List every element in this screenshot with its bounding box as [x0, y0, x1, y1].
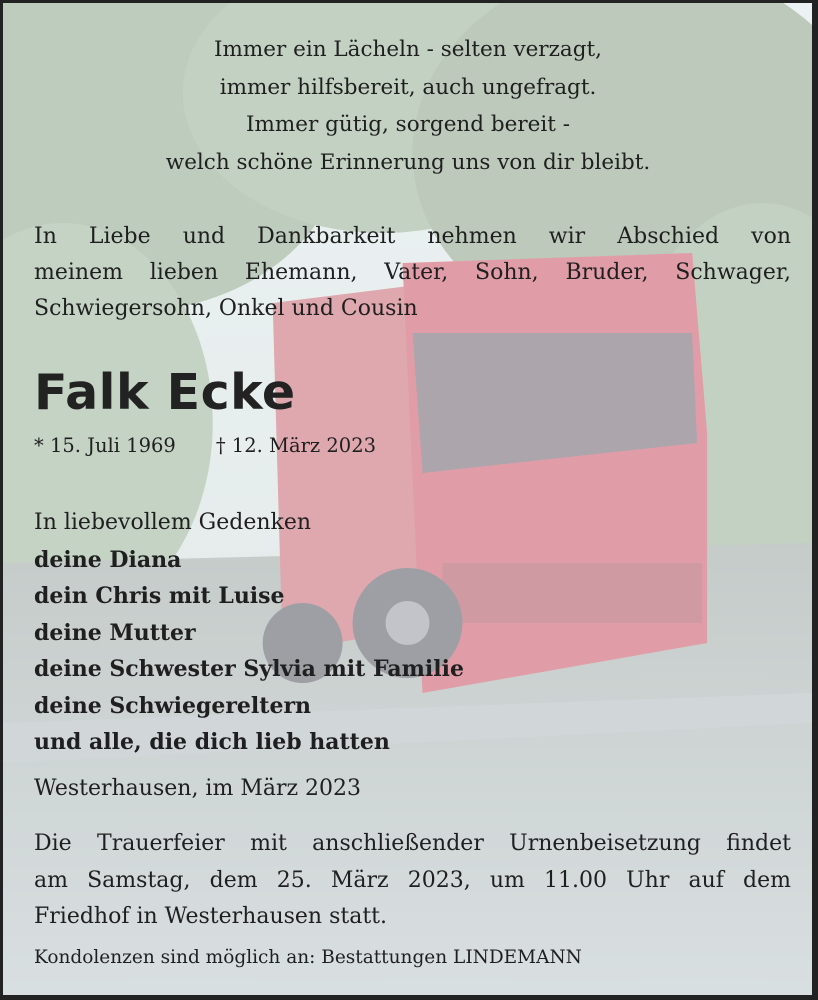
- intro-line: In Liebe und Dankbarkeit nehmen wir Abschied von: [34, 224, 791, 249]
- birth-date: * 15. Juli 1969: [34, 434, 176, 457]
- mourner-name: dein Chris mit Luise: [34, 583, 285, 609]
- funeral-line: Die Trauerfeier mit anschließender Urnenbeisetzung findet: [34, 831, 791, 856]
- life-dates: [34, 431, 376, 461]
- place-date: Westerhausen, im März 2023: [34, 776, 362, 801]
- notice-content: [3, 3, 812, 995]
- poem-line: immer hilfsbereit, auch ungefragt.: [219, 74, 597, 100]
- poem-line: welch schöne Erinnerung uns von dir bleibt.: [165, 149, 651, 175]
- intro-line: meinem lieben Ehemann, Vater, Sohn, Bruder, Schwager,: [34, 260, 791, 285]
- deceased-name: Falk Ecke: [34, 364, 296, 421]
- intro-line: Schwiegersohn, Onkel und Cousin: [34, 296, 418, 321]
- death-date: † 12. März 2023: [215, 434, 377, 457]
- intro-text: [34, 219, 791, 327]
- mourners-list: [34, 505, 464, 761]
- poem: [3, 31, 813, 181]
- mourner-name: deine Schwester Sylvia mit Familie: [34, 656, 464, 682]
- mourner-name: deine Diana: [34, 546, 182, 573]
- mourner-name: deine Mutter: [34, 619, 196, 646]
- condolence-note: Kondolenzen sind möglich an: Bestattungen LINDEMANN: [34, 947, 582, 968]
- funeral-info: [34, 826, 791, 936]
- poem-line: Immer ein Lächeln - selten verzagt,: [214, 37, 602, 62]
- mourners-lead: In liebevollem Gedenken: [34, 510, 312, 535]
- funeral-line: am Samstag, dem 25. März 2023, um 11.00 Uhr auf dem: [34, 867, 791, 893]
- funeral-line: Friedhof in Westerhausen statt.: [34, 904, 388, 929]
- mourner-name: und alle, die dich lieb hatten: [34, 729, 390, 755]
- poem-line: Immer gütig, sorgend bereit -: [246, 112, 570, 137]
- mourner-name: deine Schwiegereltern: [34, 692, 312, 719]
